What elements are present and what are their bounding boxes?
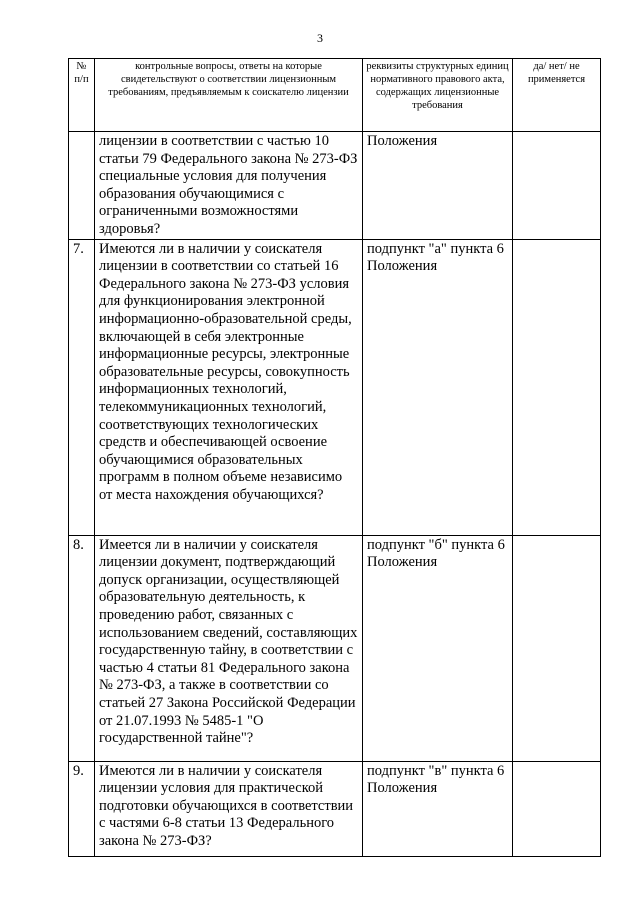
license-requirements-table	[68, 58, 601, 857]
row-requisite: подпункт "б" пункта 6 Положения	[363, 535, 513, 761]
row-question: Имеются ли в наличии у соискателя лицензии условия для практической подготовки обучающихся в соответствии с частями 6-8 статьи 13 Федерального закона № 273-ФЗ?	[95, 761, 363, 856]
row-question: Имеется ли в наличии у соискателя лицензии документ, подтверждающий допуск организации, осуществляющей образовательную деятельность, к проведению работ, связанных с использованием сведений, составляющих государственную тайну, в соответствии с частью 4 статьи 81 Федерального закона № 273-ФЗ, а также в соответствии со статьей 27 Закона Российской Федерации от 21.07.1993 № 5485-1 "О государственной тайне"?	[95, 535, 363, 761]
page-number: 3	[317, 31, 323, 45]
row-number: 7.	[69, 239, 95, 535]
header-num: № п/п	[69, 59, 95, 132]
row-requisite: подпункт "а" пункта 6 Положения	[363, 239, 513, 535]
header-answer: да/ нет/ не применяется	[513, 59, 601, 132]
row-answer	[513, 535, 601, 761]
row-answer	[513, 761, 601, 856]
row-number: 8.	[69, 535, 95, 761]
row-question: лицензии в соответствии с частью 10 статьи 79 Федерального закона № 273-ФЗ специальные условия для получения образования обучающимися с ограниченными возможностями здоровья?	[95, 132, 363, 240]
row-question: Имеются ли в наличии у соискателя лицензии в соответствии со статьей 16 Федерального закона № 273-ФЗ условия для функционирования электронной информационно-образовательной среды, включающей в себя электронные информационные ресурсы, электронные образовательные ресурсы, совокупность информационных технологий, телекоммуникационных технологий, соответствующих технологических средств и обеспечивающей освоение обучающимися образовательных программ в полном объеме независимо от места нахождения обучающихся?	[95, 239, 363, 535]
row-requisite: подпункт "в" пункта 6 Положения	[363, 761, 513, 856]
header-requisites: реквизиты структурных единиц нормативного правового акта, содержащих лицензионные требования	[363, 59, 513, 132]
row-number	[69, 132, 95, 240]
table-row	[69, 132, 601, 240]
row-answer	[513, 239, 601, 535]
table-row	[69, 239, 601, 535]
row-number: 9.	[69, 761, 95, 856]
table-row	[69, 761, 601, 856]
row-answer	[513, 132, 601, 240]
table-row	[69, 535, 601, 761]
row-requisite: Положения	[363, 132, 513, 240]
table-header-row	[69, 59, 601, 132]
header-questions: контрольные вопросы, ответы на которые свидетельствуют о соответствии лицензионным требованиям, предъявляемым к соискателю лицензии	[95, 59, 363, 132]
